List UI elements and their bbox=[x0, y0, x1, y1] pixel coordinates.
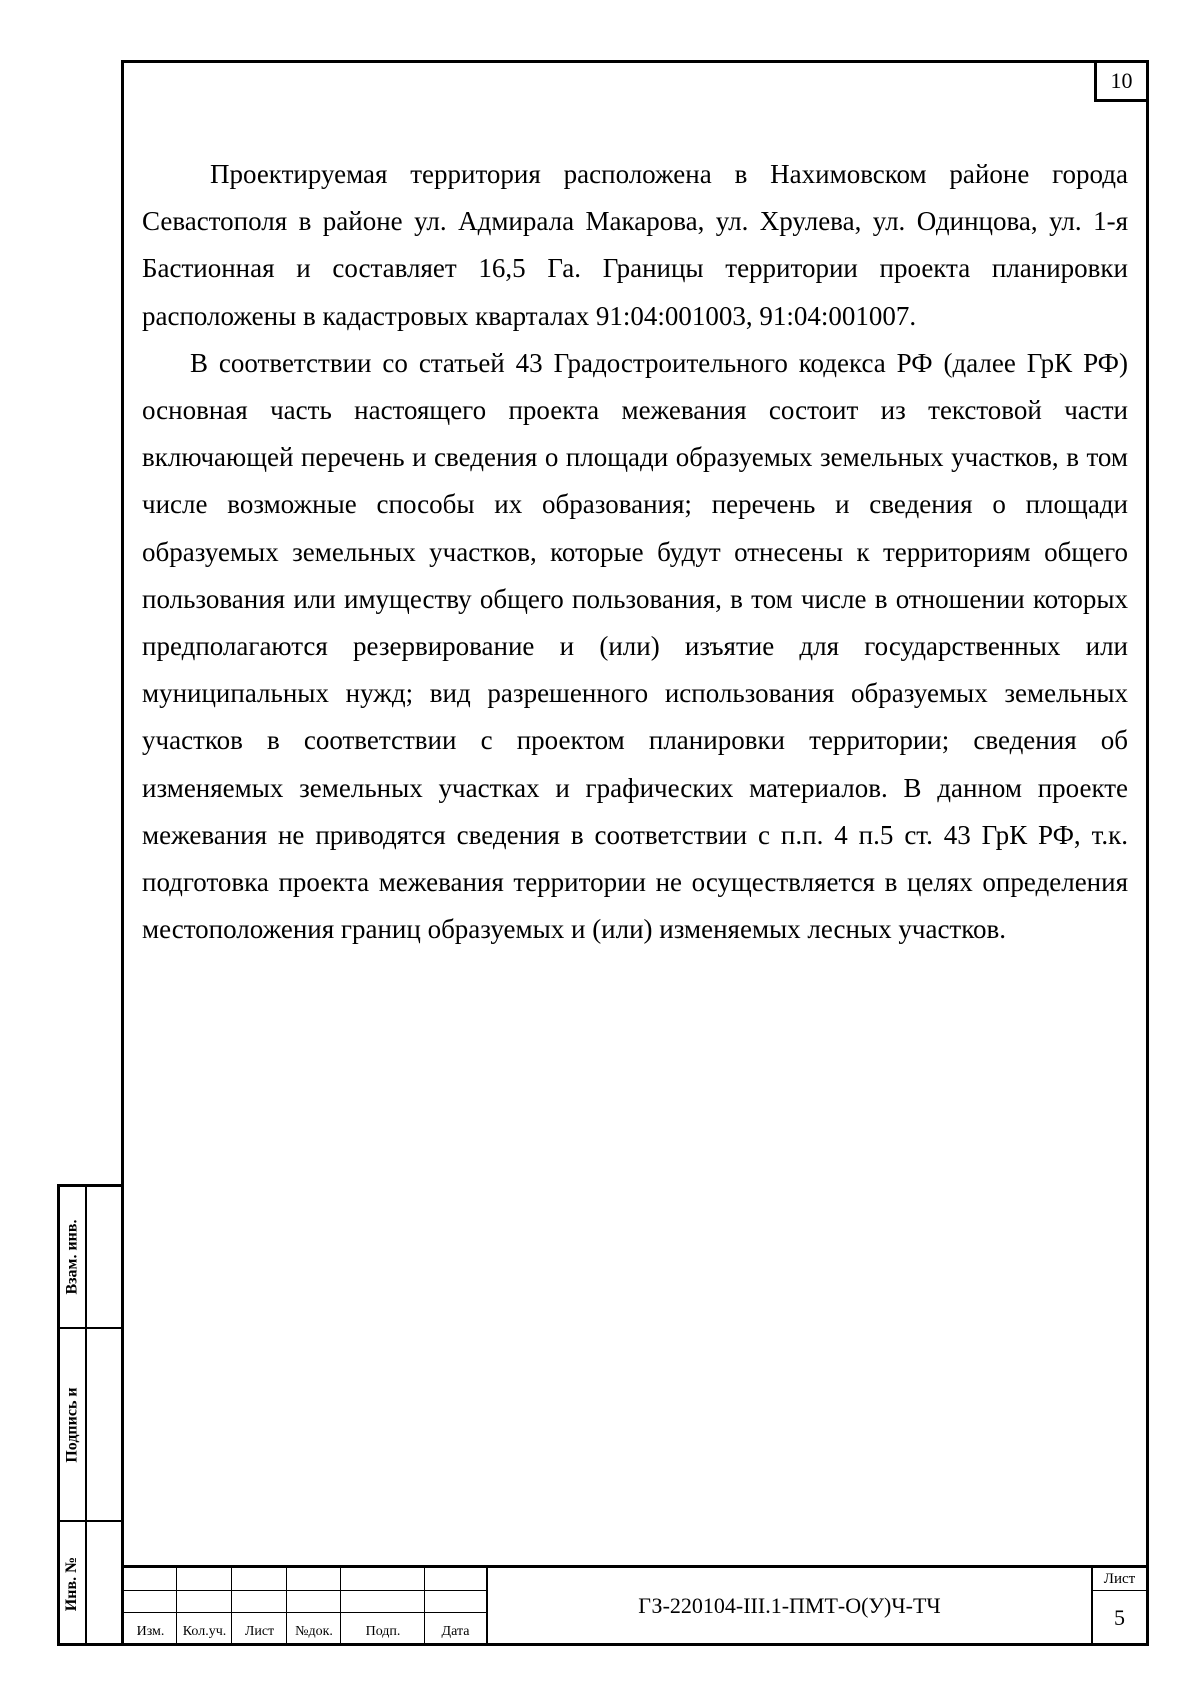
col-izm: Изм. bbox=[136, 1624, 165, 1639]
sheet-number: 5 bbox=[1114, 1605, 1125, 1630]
page-frame bbox=[121, 60, 1149, 1646]
col-data: Дата bbox=[441, 1624, 470, 1639]
vzam-inv-label: Взам. инв. bbox=[63, 1219, 81, 1295]
side-stamp bbox=[57, 1184, 121, 1646]
title-block-grid bbox=[124, 1568, 488, 1643]
sheet-label: Лист bbox=[1093, 1568, 1146, 1591]
col-kol-uch: Кол.уч. bbox=[182, 1624, 227, 1639]
side-row-podpis bbox=[60, 1329, 121, 1522]
sheet-box bbox=[1091, 1568, 1146, 1643]
paragraph-legal-basis: В соответствии со статьей 43 Градостроительного кодекса РФ (далее ГрК РФ) основная часть настоящего проекта межевания состоит из текстовой части включающей перечень и сведения о площади образуемых земельных участков, в том числе возможные способы их образования; перечень и сведения о площади образуемых земельных участков, которые будут отнесены к территориям общего пользования или имуществу общего пользования, в том числе в отношении которых предполагаются резервирование и (или) изъятие для государственных или муниципальных нужд; вид разрешенного использования образуемых земельных участков в соответствии с проектом планировки территории; сведения об изменяемых земельных участках и графических материалов. В данном проекте межевания не приводятся сведения в соответствии с п.п. 4 п.5 ст. 43 ГрК РФ, т.к. подготовка проекта межевания территории не осуществляется в целях определения местоположения границ образуемых и (или) изменяемых лесных участков. bbox=[142, 347, 1128, 945]
title-block bbox=[124, 1565, 1146, 1643]
page-number: 10 bbox=[1094, 60, 1149, 102]
document-code: ГЗ-220104-III.1-ПМТ-О(У)Ч-ТЧ bbox=[638, 1592, 941, 1618]
inv-no-label: Инв. № bbox=[63, 1556, 81, 1612]
paragraph-territory: Проектируемая территория расположена в Нахимовском районе города Севастополя в районе ул. Адмирала Макарова, ул. Хрулева, ул. Одинцова, ул. 1-я Бастионная и составляет 16,5 Га. Границы территории проекта планировки расположены в кадастровых кварталах 91:04:001003, 91:04:001007. bbox=[142, 159, 1128, 331]
col-list: Лист bbox=[244, 1624, 275, 1639]
side-row-inv-no bbox=[60, 1522, 121, 1646]
side-row-vzam-inv bbox=[60, 1187, 121, 1329]
col-podp: Подп. bbox=[365, 1624, 401, 1639]
col-ndok: №док. bbox=[295, 1624, 333, 1639]
body-text bbox=[142, 151, 1128, 953]
podpis-label: Подпись и bbox=[63, 1386, 81, 1463]
